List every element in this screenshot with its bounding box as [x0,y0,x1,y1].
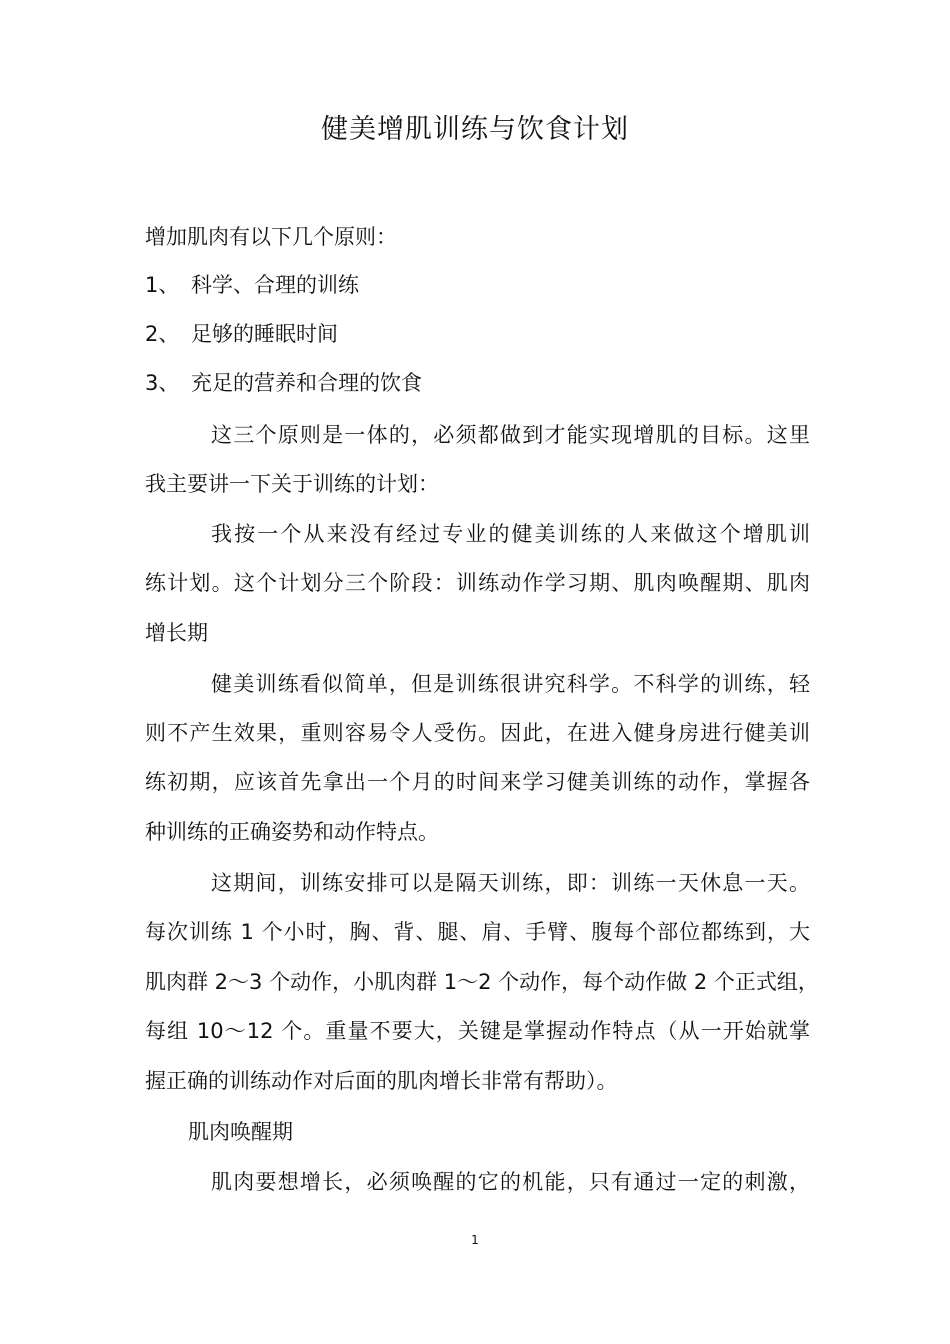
principle-number: 2、 [145,322,180,346]
principle-number: 1、 [145,273,180,297]
paragraph-line: 我主要讲一下关于训练的计划： [145,472,439,496]
paragraph-line: 种训练的正确姿势和动作特点。 [145,820,439,844]
principle-text: 科学、合理的训练 [191,273,359,297]
principle-item-2 [145,319,810,349]
paragraph-line: 每组 10～12 个。重量不要大，关键是掌握动作特点（从一开始就掌 [145,1019,810,1043]
paragraph-line: 健美训练看似简单，但是训练很讲究科学。不科学的训练，轻 [211,672,810,696]
paragraph-line: 我按一个从来没有经过专业的健美训练的人来做这个增肌训 [211,522,810,546]
principle-number: 3、 [145,371,180,395]
paragraph-line: 握正确的训练动作对后面的肌肉增长非常有帮助）。 [145,1069,618,1093]
paragraph-line: 练计划。这个计划分三个阶段：训练动作学习期、肌肉唤醒期、肌肉 [145,571,810,595]
section-heading: 肌肉唤醒期 [188,1120,293,1144]
paragraph-line: 增长期 [145,621,208,645]
paragraph-line: 则不产生效果，重则容易令人受伤。因此，在进入健身房进行健美训 [145,721,810,745]
principle-text: 足够的睡眠时间 [191,322,338,346]
intro-line: 增加肌肉有以下几个原则： [145,225,397,249]
principle-text: 充足的营养和合理的饮食 [191,371,422,395]
paragraph-line: 每次训练 1 个小时，胸、背、腿、肩、手臂、腹每个部位都练到，大 [145,920,810,944]
principle-item-1 [145,270,810,300]
paragraph-line: 这期间，训练安排可以是隔天训练，即：训练一天休息一天。 [211,871,810,895]
document-title: 健美增肌训练与饮食计划 [321,114,629,145]
page-number: 1 [471,1233,479,1247]
paragraph-line: 这三个原则是一体的，必须都做到才能实现增肌的目标。这里 [211,423,810,447]
paragraph-line: 练初期，应该首先拿出一个月的时间来学习健美训练的动作，掌握各 [145,770,810,794]
paragraph-line: 肌肉要想增长，必须唤醒的它的机能，只有通过一定的刺激， [211,1170,810,1194]
paragraph-line: 肌肉群 2～3 个动作，小肌肉群 1～2 个动作，每个动作做 2 个正式组， [145,970,819,994]
principle-item-3 [145,368,810,398]
